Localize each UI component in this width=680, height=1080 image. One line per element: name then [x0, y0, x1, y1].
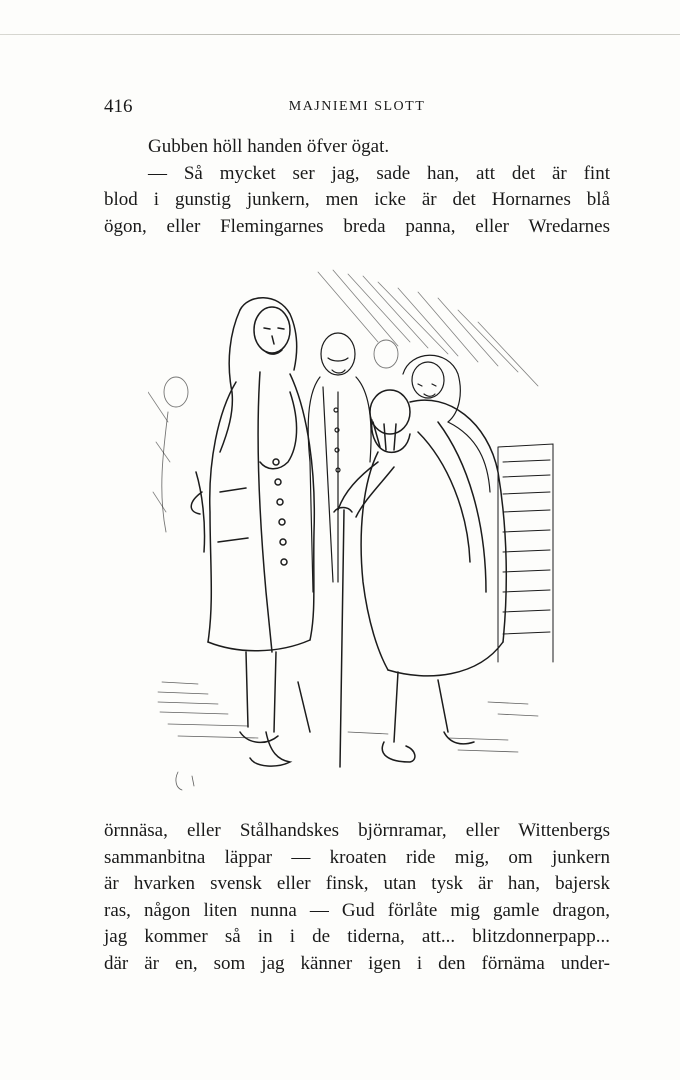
text-block-top — [104, 134, 610, 240]
top-rule — [0, 34, 680, 35]
text-line: blod i gunstig junkern, men icke är det Hornarnes blå — [104, 189, 610, 210]
running-title: MAJNIEMI SLOTT — [288, 99, 426, 114]
text-line: ögon, eller Flemingarnes breda panna, eller Wredarnes — [104, 215, 610, 237]
engraving-illustration — [148, 262, 558, 802]
text-line: sammanbitna läppar — kroaten ride mig, om junkern — [104, 846, 610, 868]
text-block-bottom — [104, 818, 610, 977]
engraving-drawing — [148, 262, 558, 802]
text-line: örnnäsa, eller Stålhandskes björnramar, eller Wittenbergs — [104, 820, 610, 841]
page-header — [104, 96, 610, 120]
text-line: där är en, som jag känner igen i den förnäma under- — [104, 952, 610, 974]
page-number: 416 — [104, 96, 133, 117]
text-line: Gubben höll handen öfver ögat. — [148, 136, 390, 157]
text-line: är hvarken svensk eller finsk, utan tysk är han, bajersk — [104, 873, 610, 894]
text-line: — Så mycket ser jag, sade han, att det är fint — [148, 162, 610, 184]
text-line: jag kommer så in i de tiderna, att... blitzdonnerpapp... — [104, 926, 610, 947]
text-line: ras, någon liten nunna — Gud förlåte mig gamle dragon, — [104, 899, 610, 921]
